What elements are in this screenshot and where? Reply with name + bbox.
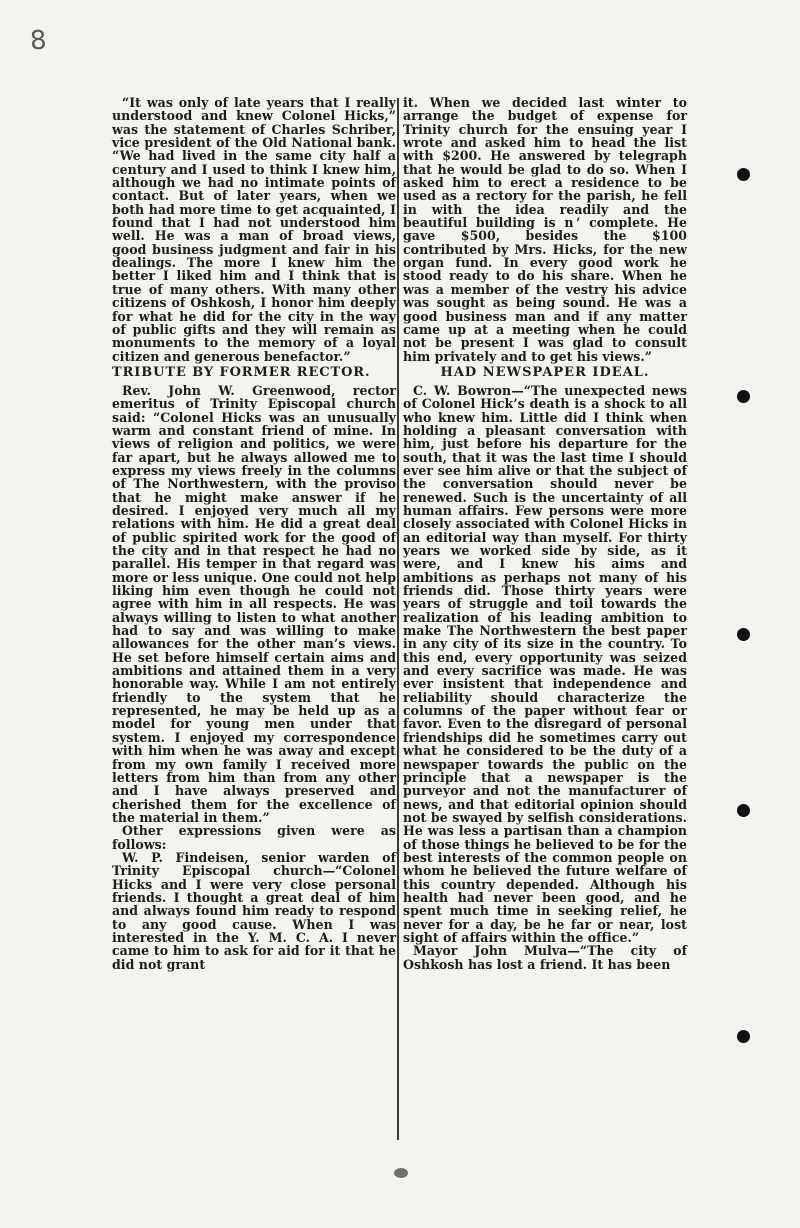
schriber-quote: “It was only of late years that I really understood and knew Colonel Hicks,” was the statement of Charles Schriber, vice president of the Old National bank. “We had lived in the same city half a century and I used to think I knew him, although we had no intimate points of contact. But of later years, when we both had more time to get acquainted, I found that I had not understood him well. He was a man of broad views, good business judgment and fair in his dealings. The more I knew him the better I liked him and I think that is true of many others. With many other citizens of Oshkosh, I honor him deeply for what he did for the city in the way of public gifts and they will remain as monuments to the memory of a loyal citizen and generous benefactor.” xyxy=(112,95,396,364)
heading-tribute-by-former-rector: TRIBUTE BY FORMER RECTOR. xyxy=(112,364,371,380)
greenwood-quote: Rev. John W. Greenwood, rector emeritus of Trinity Episcopal church said: “Colonel Hicks was an unusually warm and constant friend of mine. In views of religion and politics, we were far apart, but he always allowed me to express my views freely in the columns of The Northwestern, with the proviso that he might make answer if he desired. I enjoyed very much all my relations with him. He did a great deal of public spirited work for the good of the city and in that respect he had no parallel. His temper in that regard was more or less unique. One could not help liking him even though he could not agree with him in all respects. He was always willing to listen to what another had to say and was willing to make allowances for the other man’s views. He set before himself certain aims and ambitions and attained them in a very honorable way. While I am not entirely friendly to the system that he represented, he may be held up as a model for young men under that system. I enjoyed my correspondence with him when he was away and except from my own family I received more letters from him than from any other and I have always preserved and cherished them for the excellence of the material in them.” xyxy=(112,382,396,825)
newspaper-clipping xyxy=(106,96,688,1142)
heading-had-newspaper-ideal: HAD NEWSPAPER IDEAL. xyxy=(440,364,650,380)
findeisen-quote-continued: it. When we decided last winter to arrange the budget of expense for Trinity church for the ensuing year I wrote and asked him to head the list with $200. He answered by telegraph that he would be glad to do so. When I asked him to erect a residence to be used as a rectory for the parish, he fell in with the idea readily and the beautiful building is n ’ complete. He gave $500, besides the $100 contributed by Mrs. Hicks, for the new organ fund. In every good work he stood ready to do his share. When he was a member of the vestry his advice was sought as being sound. He was a good business man and if any matter came up at a meeting when he could not be present I was glad to consult him privately and to get his views.” xyxy=(403,95,687,364)
findeisen-quote: W. P. Findeisen, senior warden of Trinity Episcopal church—“Colonel Hicks and I were very close personal friends. I thought a great deal of him and always found him ready to respond to any good cause. When I was interested in the Y. M. C. A. I never came to him to ask for aid for it that he did not grant xyxy=(112,849,396,972)
right-column xyxy=(403,96,687,971)
other-expressions: Other expressions given were as follows: xyxy=(112,823,396,852)
mulva-quote: Mayor John Mulva—“The city of Oshkosh has lost a friend. It has been xyxy=(403,943,687,972)
punch-hole xyxy=(737,390,750,403)
punch-hole xyxy=(737,1030,750,1043)
column-divider xyxy=(397,98,399,1140)
bowron-quote: C. W. Bowron—“The unexpected news of Colonel Hick’s death is a shock to all who knew him. Little did I think when holding a pleasant conversation with him, just before his departure for the south, that it was the last time I should ever see him alive or that the subject of the conversation should never be renewed. Such is the uncertainty of all human affairs. Few persons were more closely associated with Colonel Hicks in an editorial way than myself. For thirty years we worked side by side, as it were, and I knew his aims and ambitions as perhaps not many of his friends did. Those thirty years were years of struggle and toil towards the realization of his leading ambition to make The Northwestern the best paper in any city of its size in the country. To this end, every opportunity was seized and every sacrifice was made. He was ever insistent that independence and reliability should characterize the columns of the paper without fear or favor. Even to the disregard of personal friendships did he sometimes carry out what he considered to be the duty of a newspaper towards the public on the principle that a newspaper is the purveyor and not the manufacturer of news, and that editorial opinion should not be swayed by selfish considerations. He was less a partisan than a champion of those things he believed to be for the best interests of the common people on whom he believed the future welfare of this country depended. Although his health had never been good, and he spent much time in seeking relief, he never for a day, be he far or near, lost sight of affairs within the office.” xyxy=(403,382,687,945)
punch-hole xyxy=(737,804,750,817)
left-column xyxy=(112,96,396,971)
punch-hole xyxy=(737,168,750,181)
page-number: 8 xyxy=(28,25,48,57)
punch-hole xyxy=(737,628,750,641)
ink-smudge xyxy=(394,1168,408,1178)
